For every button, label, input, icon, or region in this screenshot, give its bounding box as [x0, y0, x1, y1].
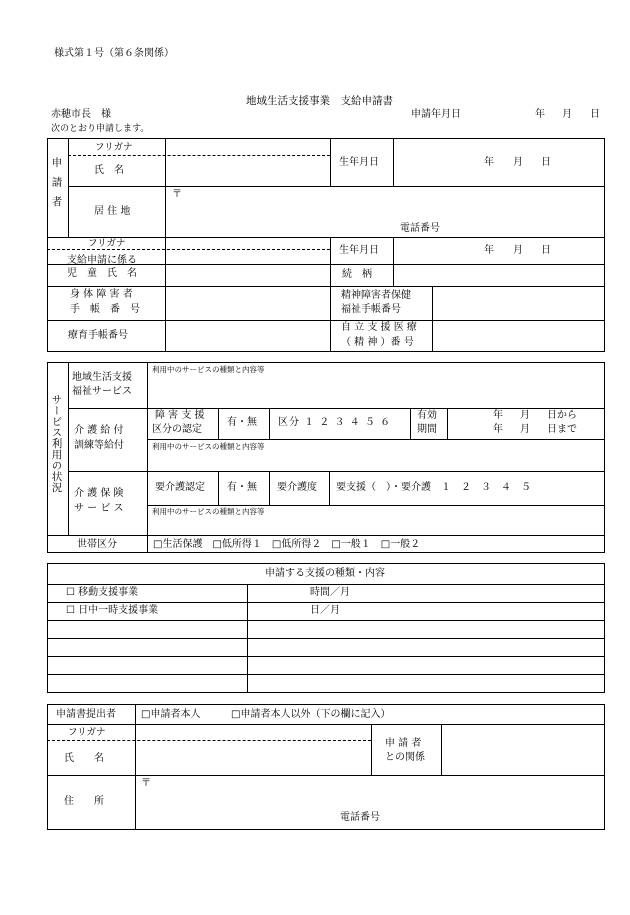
disability-cert-label-1: 障 害 支 援 — [155, 410, 205, 421]
submitter-furigana-label: フリガナ — [68, 727, 106, 738]
care-benefit-label-1: 介 護 給 付 — [74, 425, 124, 436]
child-birthdate-label: 生年月日 — [339, 245, 379, 256]
child-name-label-2: 児 童 氏 名 — [67, 268, 137, 279]
physical-cert-label-1: 身 体 障 害 者 — [70, 289, 133, 300]
submitter-other-option: □申請者本人以外（下の欄に記入） — [231, 709, 391, 720]
valid-to-month: 月 — [520, 424, 530, 435]
disability-category: 区分 １ ２ ３ ４ ５ ６ — [278, 417, 392, 428]
submitter-self-option: □申請者本人 — [141, 709, 201, 720]
medical-cert-label-2: （ 精 神 ）番 号 — [341, 337, 414, 348]
applicant-side-label: 申請者 — [50, 157, 63, 216]
medical-cert-label-1: 自 立 支 援 医 療 — [341, 322, 417, 333]
care-level-options: 要支援（ ）・要介護 １ ２ ３ ４ ５ — [336, 482, 531, 493]
physical-cert-label-2: 手 帳 番 号 — [70, 304, 140, 315]
submitter-address-label: 住 所 — [64, 796, 104, 807]
birth-year: 年 — [484, 157, 494, 168]
postal-mark: 〒 — [172, 189, 182, 200]
daytime-support-option: ☐ 日中一時支援事業 — [66, 605, 159, 616]
disability-yes-no: 有・無 — [227, 417, 257, 428]
valid-period-label-1: 有効 — [417, 410, 437, 421]
submitter-name-label: 氏 名 — [64, 753, 104, 764]
mental-cert-label-2: 福祉手帳番号 — [341, 304, 401, 315]
furigana-label: フリガナ — [95, 142, 133, 153]
submitter-postal-mark: 〒 — [141, 778, 151, 789]
child-furigana-label: フリガナ — [88, 238, 126, 249]
valid-period-label-2: 期間 — [417, 424, 437, 435]
address-label: 居 住 地 — [94, 206, 131, 217]
form-number: 様式第１号（第６条関係） — [54, 48, 174, 59]
relation-label: 続 柄 — [342, 269, 372, 280]
insurance-label-1: 介 護 保 険 — [74, 488, 124, 499]
month-label: 月 — [562, 109, 572, 120]
insurance-in-use: 利用中のサービスの種類と内容等 — [152, 507, 265, 516]
year-label: 年 — [535, 109, 545, 120]
daytime-support-unit: 日／月 — [310, 605, 340, 616]
insurance-label-2: サ ー ビ ス — [74, 503, 124, 514]
care-cert-label: 要介護認定 — [155, 482, 205, 493]
child-birth-month: 月 — [513, 245, 523, 256]
local-service-label-1: 地域生活支援 — [72, 372, 132, 383]
care-benefit-label-2: 訓練等給付 — [74, 440, 124, 451]
application-date-label: 申請年月日 — [411, 109, 461, 120]
rehab-cert-label: 療育手帳番号 — [68, 330, 128, 341]
child-birth-year: 年 — [484, 245, 494, 256]
child-name-label-1: 支給申請に係る — [67, 255, 137, 266]
submitter-relation-label-2: との関係 — [385, 752, 425, 763]
birth-month: 月 — [513, 157, 523, 168]
service-side-label: サービス利用の状況 — [50, 394, 63, 493]
valid-from-year: 年 — [493, 410, 503, 421]
care-cert-yes-no: 有・無 — [227, 482, 257, 493]
birthdate-label: 生年月日 — [339, 157, 379, 168]
care-benefit-in-use: 利用中のサービスの種類と内容等 — [152, 442, 265, 451]
submitter-relation-label-1: 申 請 者 — [385, 738, 422, 749]
submitter-label: 申請書提出者 — [56, 709, 116, 720]
day-label: 日 — [590, 109, 600, 120]
phone-label: 電話番号 — [400, 223, 440, 234]
intro-text: 次のとおり申請します。 — [51, 124, 150, 134]
care-level-label: 要介護度 — [277, 482, 317, 493]
mobility-support-unit: 時間／月 — [310, 587, 350, 598]
disability-cert-label-2: 区分の認定 — [152, 424, 202, 435]
household-options: □生活保護 □低所得１ □低所得２ □一般１ □一般２ — [153, 539, 421, 550]
submitter-phone-label: 電話番号 — [340, 812, 380, 823]
child-birth-day: 日 — [541, 245, 551, 256]
valid-from-label: 日から — [547, 410, 577, 421]
local-service-label-2: 福祉サービス — [72, 386, 132, 397]
valid-to-year: 年 — [493, 424, 503, 435]
support-request-title: 申請する支援の種類・内容 — [265, 568, 385, 579]
local-service-in-use: 利用中のサービスの種類と内容等 — [152, 365, 265, 374]
household-label: 世帯区分 — [77, 539, 117, 550]
valid-from-month: 月 — [520, 410, 530, 421]
addressee: 赤穂市長 様 — [51, 109, 111, 120]
valid-to-label: 日まで — [547, 424, 577, 435]
name-label: 氏 名 — [94, 165, 124, 176]
mental-cert-label-1: 精神障害者保健 — [341, 290, 411, 301]
form-title: 地域生活支援事業 支給申請書 — [246, 95, 393, 107]
birth-day: 日 — [541, 157, 551, 168]
mobility-support-option: ☐ 移動支援事業 — [66, 587, 139, 598]
